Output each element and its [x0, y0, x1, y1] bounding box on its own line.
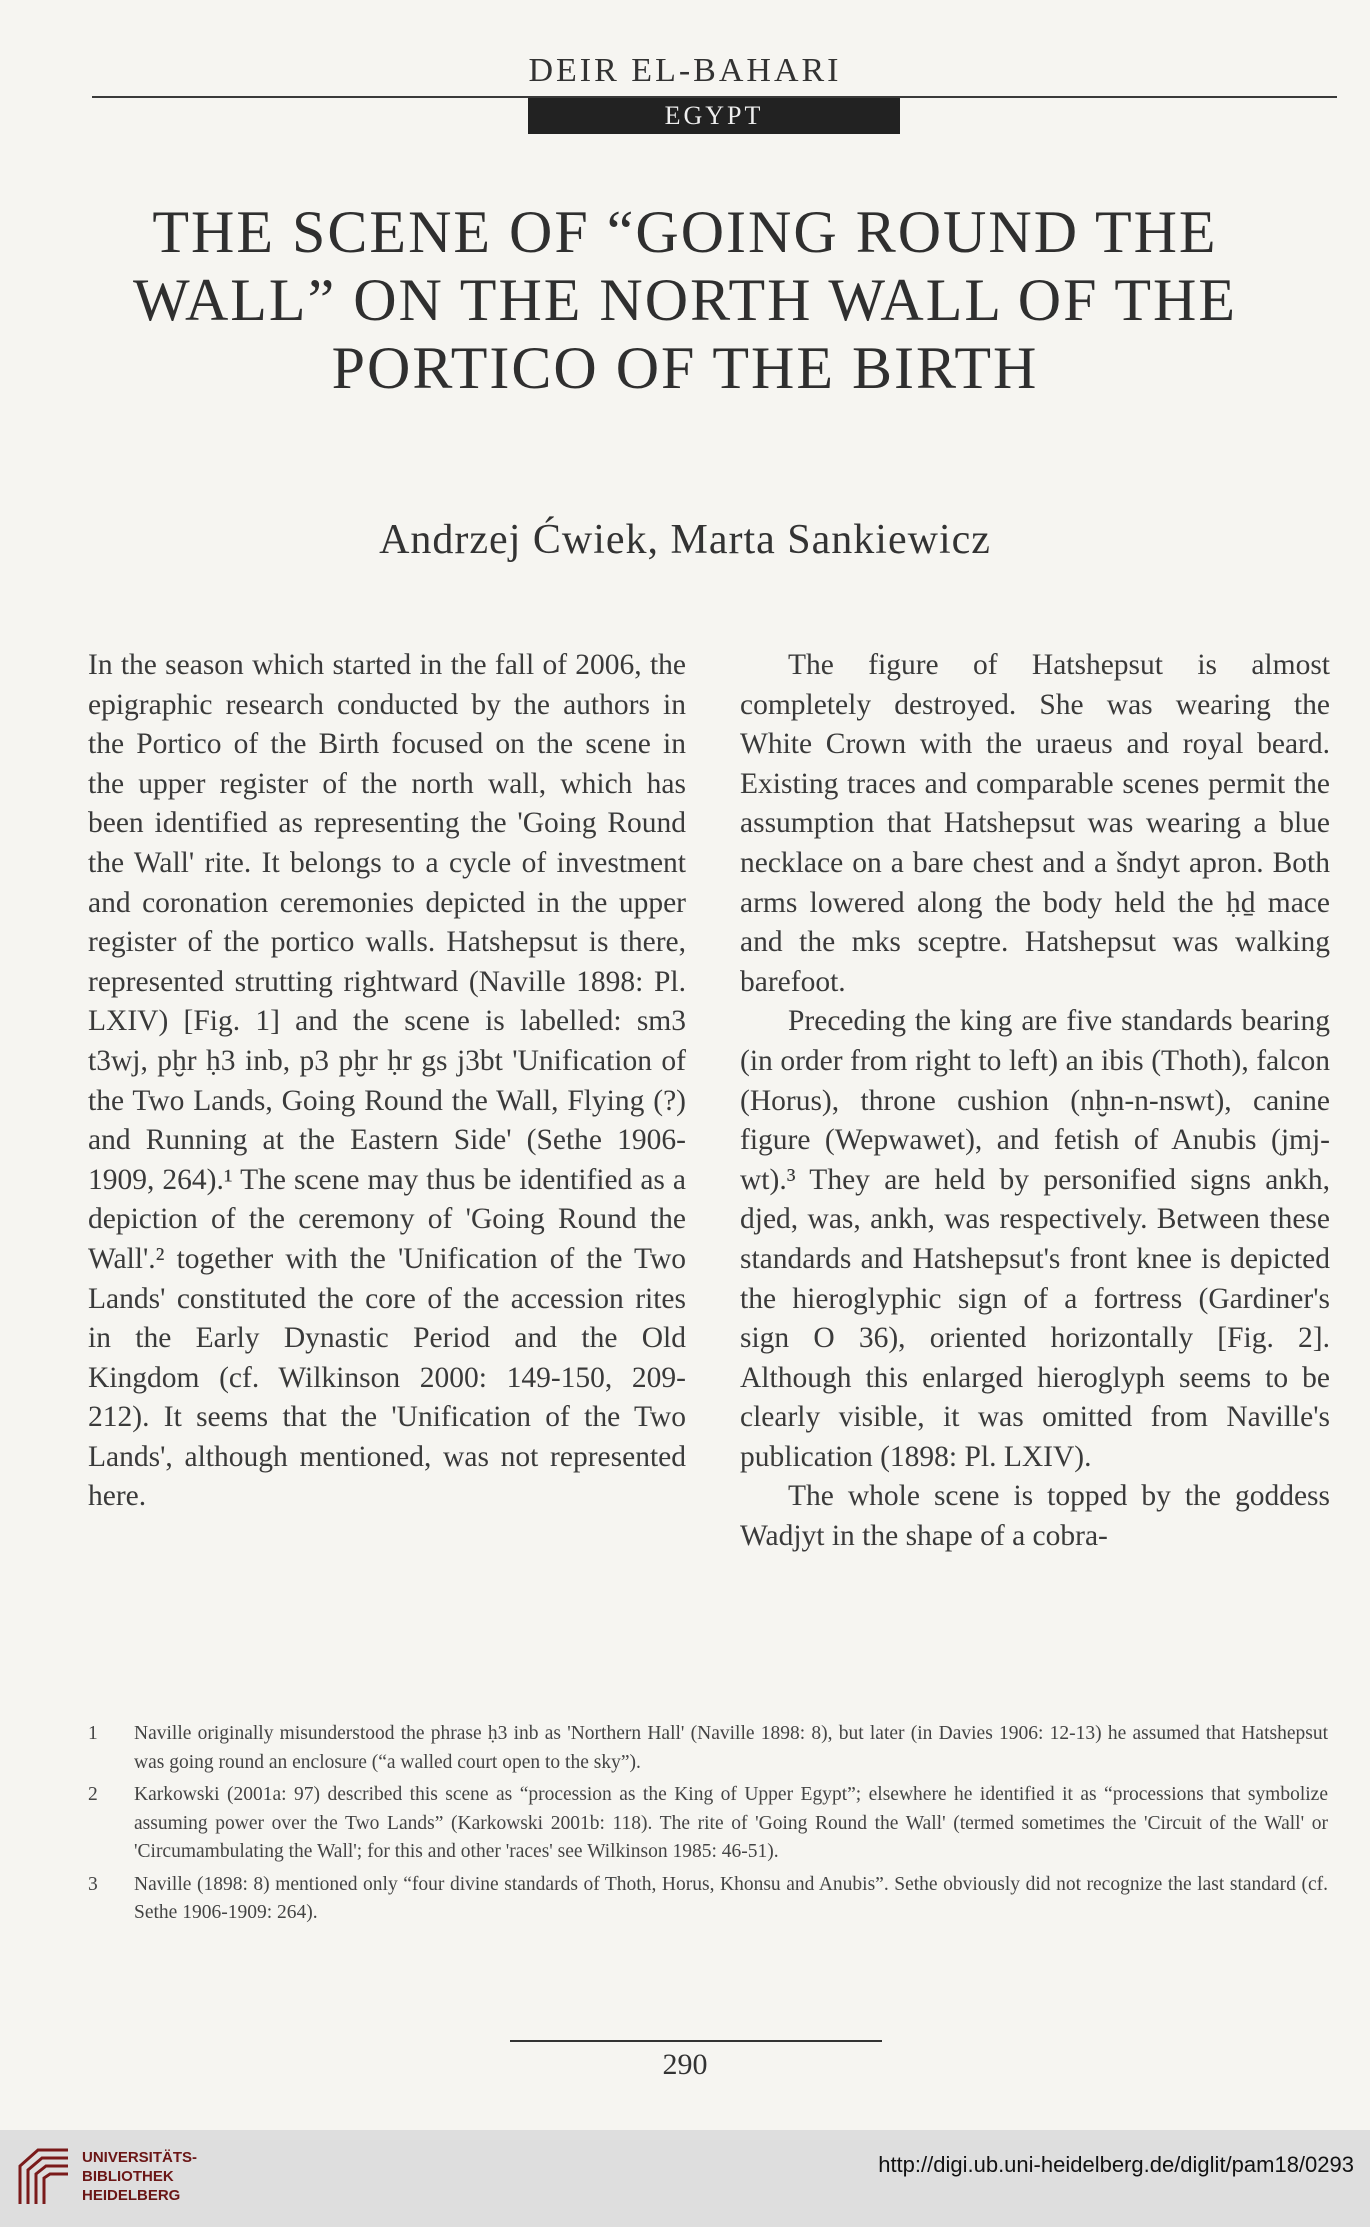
digitization-footer: [0, 2130, 1370, 2227]
footnote: [88, 1720, 1328, 1777]
body-paragraph: The figure of Hatshepsut is almost completely destroyed. She was wearing the White Crown with the uraeus and royal beard. Existing traces and comparable scenes permit the assumption that Hatshepsut was wearing a blue necklace on a bare chest and a šndyt apron. Both arms lowered along the body held the ḥḏ mace and the mks sceptre. Hatshepsut was walking barefoot.: [740, 649, 1330, 998]
page-number-rule: [510, 2040, 882, 2042]
running-header: DEIR EL-BAHARI: [528, 52, 842, 89]
right-column: [740, 646, 1330, 1557]
section-label: EGYPT: [528, 98, 900, 134]
library-name-line: BIBLIOTHEK: [82, 2168, 174, 2185]
library-name-line: HEIDELBERG: [82, 2187, 181, 2204]
footnote-text: Naville originally misunderstood the phrase ḥ3 inb as 'Northern Hall' (Naville 1898: 8), but later (in Davies 1906: 12-13) he assumed that Hatshepsut was going round an enclosure (“a walled court open to the sky”).: [134, 1723, 1328, 1773]
body-paragraph: The whole scene is topped by the goddess Wadjyt in the shape of a cobra-: [740, 1480, 1330, 1553]
left-column: [88, 646, 686, 1517]
footnote-number: 2: [88, 1784, 98, 1805]
article-title: THE SCENE OF “GOING ROUND THE WALL” ON THE NORTH WALL OF THE PORTICO OF THE BIRTH: [132, 199, 1238, 401]
library-name: [82, 2148, 197, 2205]
footnote-number: 3: [88, 1873, 98, 1895]
body-paragraph: In the season which started in the fall of 2006, the epigraphic research conducted by the authors in the Portico of the Birth focused on the scene in the upper register of the north wall, which has been identified as representing the 'Going Round the Wall' rite. It belongs to a cycle of investment and coronation ceremonies depicted in the upper register of the portico walls. Hatshepsut is there, represented strutting rightward (Naville 1898: Pl. LXIV) [Fig. 1] and the scene is labelled: sm3 t3wj, pḫr ḥ3 inb, p3 pḫr ḥr gs j3bt 'Unification of the Two Lands, Going Round the Wall, Flying (?) and Running at the Eastern Side' (Sethe 1906-1909, 264).¹ The scene may thus be identified as a depiction of the ceremony of 'Going Round the Wall'.² together with the 'Unification of the Two Lands' constituted the core of the accession rites in the Early Dynastic Period and the Old Kingdom (cf. Wilkinson 2000: 149-150, 209-212). It seems that the 'Unification of the Two Lands', although mentioned, was not represented here.: [88, 649, 686, 1513]
footnote: [88, 1871, 1328, 1928]
source-url-link[interactable]: http://digi.ub.uni-heidelberg.de/diglit/pam18/0293: [878, 2152, 1354, 2177]
footnote-text: Naville (1898: 8) mentioned only “four divine standards of Thoth, Horus, Khonsu and Anubis”. Sethe obviously did not recognize the last standard (cf. Sethe 1906-1909: 264).: [134, 1873, 1328, 1923]
footnote: [88, 1781, 1328, 1867]
body-paragraph: Preceding the king are five standards bearing (in order from right to left) an ibis (Thoth), falcon (Horus), throne cushion (nḫn-n-nswt), canine figure (Wepwawet), and fetish of Anubis (jmj-wt).³ They are held by personified signs ankh, djed, was, ankh, was respectively. Between these standards and Hatshepsut's front knee is depicted the hieroglyphic sign of a fortress (Gardiner's sign O 36), oriented horizontally [Fig. 2]. Although this enlarged hieroglyph seems to be clearly visible, it was omitted from Naville's publication (1898: Pl. LXIV).: [740, 1005, 1330, 1473]
article-authors: Andrzej Ćwiek, Marta Sankiewicz: [379, 517, 991, 563]
footnotes: [88, 1720, 1328, 1932]
page-number: 290: [662, 2048, 708, 2081]
library-name-line: UNIVERSITÄTS-: [82, 2149, 198, 2166]
footnote-text: Karkowski (2001a: 97) described this scene as “procession as the King of Upper Egypt”; elsewhere he identified it as “processions that symbolize assuming power over the Two Lands” (Karkowski 2001b: 118). The rite of 'Going Round the Wall' (termed sometimes the 'Circuit of the Wall' or 'Circumambulating the Wall'; for this and other 'races' see Wilkinson 1985: 46-51).: [134, 1784, 1328, 1862]
footnote-number: 1: [88, 1723, 98, 1744]
library-logo-icon: [14, 2144, 74, 2210]
